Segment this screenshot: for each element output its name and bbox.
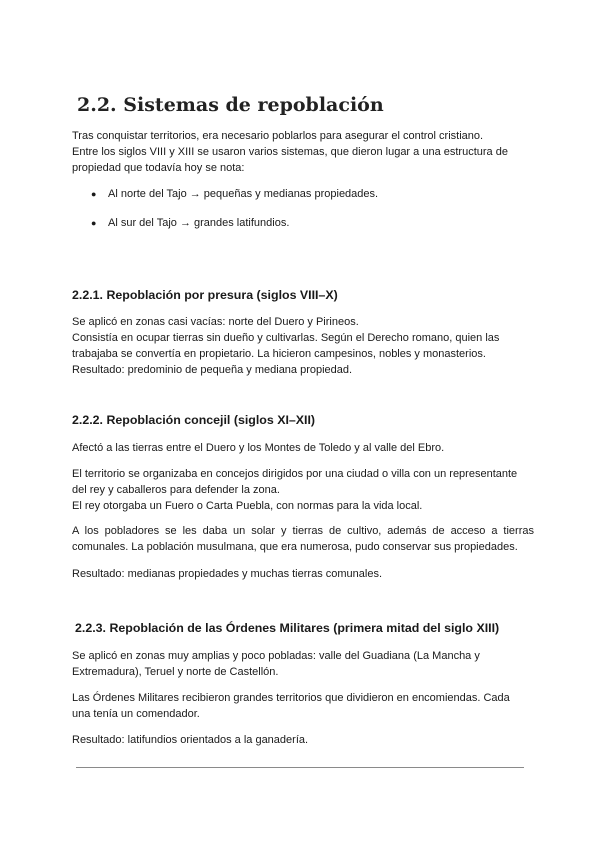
intro-paragraph [72, 128, 534, 176]
presura-line: Resultado: predominio de pequeña y mediana propiedad. [72, 364, 353, 376]
presura-heading: 2.2.1. Repoblación por presura (siglos VIII–X) [72, 288, 338, 302]
intro-line: Tras conquistar territorios, era necesario poblarlos para asegurar el control cristiano. [72, 130, 484, 142]
horizontal-divider [76, 767, 524, 768]
ordenes-line: Se aplicó en zonas muy amplias y poco pobladas: valle del Guadiana (La Mancha y [72, 650, 480, 662]
concejil-line: El rey otorgaba un Fuero o Carta Puebla, con normas para la vida local. [72, 500, 423, 512]
bullet-dot-icon: ● [91, 189, 97, 199]
presura-line: trabajaba se convertía en propietario. La hicieron campesinos, nobles y monasterios. [72, 348, 486, 360]
section-title: 2.2. Sistemas de repoblación [77, 94, 384, 116]
ordenes-p1 [72, 648, 534, 680]
concejil-p1: Afectó a las tierras entre el Duero y los Montes de Toledo y al valle del Ebro. [72, 442, 445, 454]
presura-paragraph [72, 314, 534, 378]
concejil-p3: A los pobladores se les daba un solar y tierras de cultivo, además de acceso a tierras comunales. La población musulmana, que era numerosa, pudo conservar sus propiedades. [72, 525, 534, 553]
concejil-p2 [72, 466, 534, 514]
intro-line: propiedad que todavía hoy se nota: [72, 162, 245, 174]
bullet-text: Al norte del Tajo → pequeñas y medianas propiedades. [108, 188, 379, 200]
bullet-item [91, 186, 378, 202]
ordenes-line: Extremadura), Teruel y norte de Castellón. [72, 666, 279, 678]
intro-line: Entre los siglos VIII y XIII se usaron varios sistemas, que dieron lugar a una estructura de [72, 146, 508, 158]
bullet-item [91, 215, 289, 231]
concejil-p4: Resultado: medianas propiedades y muchas tierras comunales. [72, 568, 382, 580]
concejil-heading: 2.2.2. Repoblación concejil (siglos XI–XII) [72, 413, 316, 427]
concejil-line: del rey y caballeros para defender la zona. [72, 484, 280, 496]
ordenes-line: Las Órdenes Militares recibieron grandes territorios que dividieron en encomiendas. Cada [72, 692, 510, 704]
bullet-dot-icon: ● [91, 218, 97, 228]
ordenes-line: una tenía un comendador. [72, 708, 200, 720]
presura-line: Se aplicó en zonas casi vacías: norte del Duero y Pirineos. [72, 316, 359, 328]
concejil-line: El territorio se organizaba en concejos dirigidos por una ciudad o villa con un representante [72, 468, 518, 480]
ordenes-p3: Resultado: latifundios orientados a la ganadería. [72, 734, 309, 746]
ordenes-p2 [72, 690, 534, 722]
bullet-text: Al sur del Tajo → grandes latifundios. [108, 217, 290, 229]
ordenes-heading: 2.2.3. Repoblación de las Órdenes Militares (primera mitad del siglo XIII) [75, 621, 500, 635]
presura-line: Consistía en ocupar tierras sin dueño y cultivarlas. Según el Derecho romano, quien las [72, 332, 500, 344]
